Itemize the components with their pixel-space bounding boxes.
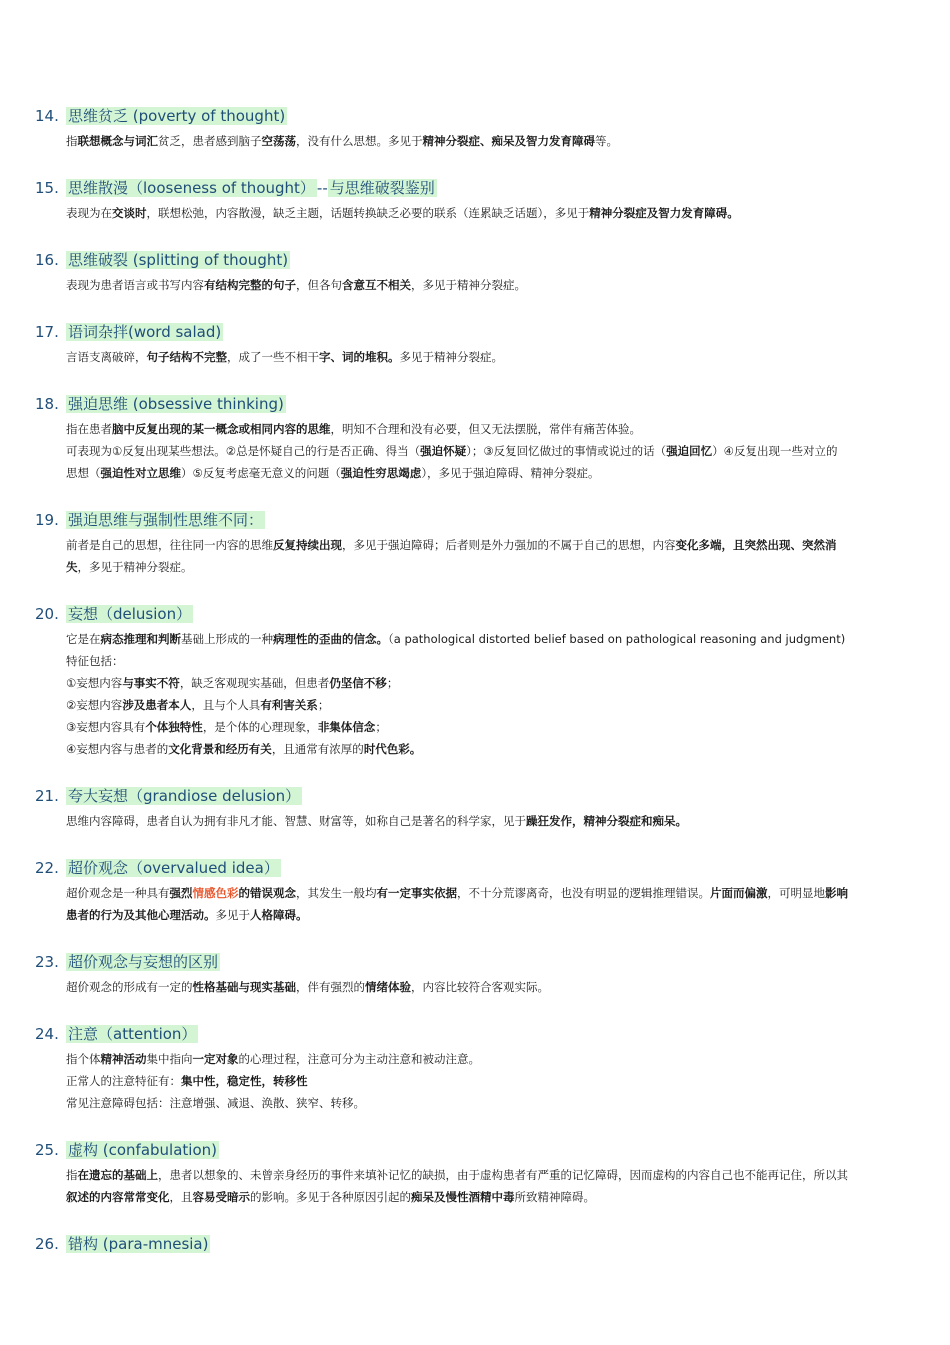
item-title-text: 思维破裂 (splitting of thought) <box>68 251 289 269</box>
item-number: 20. <box>35 605 59 623</box>
entry-24 <box>35 1020 940 1114</box>
item-body <box>66 628 940 760</box>
item-title-text: 注意（attention） <box>68 1025 197 1043</box>
bold-text: 强迫性对立思维 <box>100 466 181 480</box>
text-run: ； <box>317 698 330 712</box>
text-run: 思维内容障碍，患者自认为拥有非凡才能、智慧、财富等，如称自己是著名的科学家，见于 <box>66 814 526 828</box>
body-line <box>66 462 940 484</box>
item-heading <box>35 948 940 976</box>
text-run: ； <box>375 720 387 734</box>
item-number: 16. <box>35 251 59 269</box>
text-run: ③妄想内容具有 <box>66 720 146 734</box>
item-heading <box>35 782 940 810</box>
item-title <box>66 1136 219 1164</box>
text-run: 多见于 <box>215 908 250 922</box>
text-run: ，可明显地 <box>767 886 825 900</box>
item-title-text: 强迫思维与强制性思维不同： <box>68 511 264 529</box>
bold-text: 强迫怀疑 <box>420 444 467 458</box>
bold-text: 叙述的内容常常变化 <box>66 1190 170 1204</box>
item-body <box>66 976 940 998</box>
text-run: 可表现为①反复出现某些想法。②总是怀疑自己的行是否正确、得当（ <box>66 444 421 458</box>
text-run: 指个体 <box>66 1052 101 1066</box>
body-line <box>66 1070 940 1092</box>
body-line <box>66 810 940 832</box>
bold-text: 容易受暗示 <box>192 1190 250 1204</box>
text-run: ，且 <box>169 1190 193 1204</box>
text-run: 等。 <box>595 134 618 148</box>
body-line <box>66 738 940 760</box>
text-run: 所致精神障碍。 <box>514 1190 595 1204</box>
entry-16 <box>35 246 940 296</box>
text-run: 指 <box>66 1168 78 1182</box>
item-heading <box>35 506 940 534</box>
body-line <box>66 976 940 998</box>
item-heading <box>35 390 940 418</box>
bold-text: 病理性的歪曲的信念。 <box>273 632 388 646</box>
text-run: 思想（ <box>66 466 101 480</box>
text-run: ，其发生一般均 <box>296 886 377 900</box>
text-run: ，联想松弛，内容散漫，缺乏主题，话题转换缺乏必要的联系（连累缺乏话题），多见于 <box>146 206 590 220</box>
item-number: 22. <box>35 859 59 877</box>
bold-text: 个体独特性 <box>145 720 203 734</box>
text-run: 集中指向 <box>146 1052 193 1066</box>
bold-text: 非集体信念 <box>317 720 376 734</box>
item-title <box>66 318 223 346</box>
text-run: ，不十分荒谬离奇，也没有明显的逻辑推理错误。 <box>457 886 710 900</box>
item-number: 24. <box>35 1025 59 1043</box>
item-body <box>66 418 940 484</box>
item-number: 15. <box>35 179 59 197</box>
bold-text: 仍坚信不移 <box>329 676 387 690</box>
item-number: 26. <box>35 1235 59 1253</box>
bold-text: 精神分裂症及智力发育障碍。 <box>589 206 739 220</box>
body-line <box>66 904 940 926</box>
text-run: ）；③反复回忆做过的事情或说过的话（ <box>466 444 667 458</box>
text-run: 多见于精神分裂症。 <box>399 350 503 364</box>
item-body <box>66 202 940 224</box>
bold-text: 病态推理和判断 <box>100 632 181 646</box>
entry-25 <box>35 1136 940 1208</box>
text-run: ，但各句 <box>296 278 342 292</box>
bold-text: 变化多端，且突然出现、突然消 <box>675 538 837 552</box>
bold-text: 涉及患者本人 <box>122 698 192 712</box>
entry-21 <box>35 782 940 832</box>
bold-text: 集中性，稳定性，转移性 <box>181 1074 308 1088</box>
entry-20 <box>35 600 940 760</box>
item-heading <box>35 854 940 882</box>
text-run: 特征包括： <box>66 654 124 668</box>
bold-text: 反复持续出现 <box>273 538 342 552</box>
text-run: 它是在 <box>66 632 101 646</box>
item-heading <box>35 600 940 628</box>
text-run: ），多见于强迫障碍、精神分裂症。 <box>421 466 600 480</box>
text-run: 表现为患者语言或书写内容 <box>66 278 204 292</box>
bold-text: 失 <box>66 560 78 574</box>
body-line <box>66 534 940 556</box>
body-line <box>66 130 940 152</box>
body-line <box>66 672 940 694</box>
item-title-text: 错构 (para-mnesia) <box>68 1235 209 1253</box>
item-title-text: 强迫思维 (obsessive thinking) <box>68 395 284 413</box>
text-run: ，多见于强迫障碍；后者则是外力强加的不属于自己的思想，内容 <box>342 538 676 552</box>
text-run: ，内容比较符合客观实际。 <box>411 980 549 994</box>
text-run: ，且通常有浓厚的 <box>271 742 364 756</box>
item-title <box>66 246 290 274</box>
bold-text: 人格障碍。 <box>250 908 308 922</box>
entry-14 <box>35 102 940 152</box>
item-title-text: 妄想（delusion） <box>68 605 192 623</box>
body-line <box>66 694 940 716</box>
item-title <box>66 1020 198 1048</box>
entry-22 <box>35 854 940 926</box>
text-run: 前者是自己的思想，往往同一内容的思维 <box>66 538 273 552</box>
item-title-separator: -- <box>316 179 328 197</box>
item-heading <box>35 102 940 130</box>
text-run: ； <box>386 676 399 690</box>
text-run: 正常人的注意特征有： <box>66 1074 181 1088</box>
text-run: ）⑤反复考虑毫无意义的问题（ <box>181 466 341 480</box>
item-title-text: 思维贫乏 (poverty of thought) <box>68 107 286 125</box>
item-body <box>66 534 940 578</box>
body-line <box>66 556 940 578</box>
entry-26 <box>35 1230 940 1258</box>
text-run: 超价观念是一种具有 <box>66 886 170 900</box>
bold-text: 与事实不符 <box>122 676 180 690</box>
text-run: 言语支离破碎， <box>66 350 147 364</box>
body-line <box>66 274 940 296</box>
text-run: 贫乏，患者感到脑子 <box>158 134 262 148</box>
text-run: 超价观念的形成有一定的 <box>66 980 193 994</box>
item-title <box>66 600 193 628</box>
bold-text: 精神活动 <box>100 1052 147 1066</box>
text-run: 常见注意障碍包括：注意增强、减退、涣散、狭窄、转移。 <box>66 1096 365 1110</box>
bold-text: 情绪体验 <box>365 980 411 994</box>
bold-text: 脑中反复出现的某一概念或相同内容的思维 <box>112 422 331 436</box>
bold-text: 强烈 <box>169 886 193 900</box>
text-run: 的影响。多见于各种原因引起的 <box>250 1190 411 1204</box>
item-number: 23. <box>35 953 59 971</box>
bold-text: 文化背景和经历有关 <box>168 742 272 756</box>
text-run: ④妄想内容与患者的 <box>66 742 169 756</box>
text-run: 基础上形成的一种 <box>181 632 273 646</box>
text-run: 指 <box>66 134 78 148</box>
text-run: ，多见于精神分裂症。 <box>411 278 526 292</box>
item-title <box>66 948 220 976</box>
entry-18 <box>35 390 940 484</box>
text-run: ，成了一些不相干 <box>227 350 319 364</box>
bold-text: 性格基础与现实基础 <box>192 980 296 994</box>
item-number: 25. <box>35 1141 59 1159</box>
bold-text: 影响 <box>825 886 848 900</box>
item-number: 17. <box>35 323 59 341</box>
bold-text: 字、词的堆积。 <box>319 350 400 364</box>
item-body <box>66 1164 940 1208</box>
bold-text: 在遗忘的基础上 <box>77 1168 158 1182</box>
body-line <box>66 1048 940 1070</box>
bold-text: 时代色彩。 <box>363 742 422 756</box>
bold-text: 句子结构不完整 <box>146 350 227 364</box>
item-title-text: 思维散漫（looseness of thought） <box>68 179 315 197</box>
item-title-text: 超价观念与妄想的区别 <box>68 953 219 971</box>
text-run: ，明知不合理和没有必要，但又无法摆脱，常伴有痛苦体验。 <box>330 422 641 436</box>
bold-text: 联想概念与词汇 <box>77 134 158 148</box>
item-title <box>66 174 437 202</box>
item-title <box>66 102 287 130</box>
body-line <box>66 1092 940 1114</box>
item-title-text: 语词杂拌(word salad) <box>68 323 222 341</box>
bold-text: 含意互不相关 <box>342 278 411 292</box>
text-run: ②妄想内容 <box>66 698 123 712</box>
item-title-extra: 与思维破裂鉴别 <box>329 179 435 197</box>
entry-23 <box>35 948 940 998</box>
bold-text: 有利害关系 <box>260 698 318 712</box>
bold-text: 一定对象 <box>192 1052 239 1066</box>
item-title-text: 超价观念（overvalued idea） <box>68 859 279 877</box>
bold-text: 强迫性穷思竭虑 <box>340 466 422 480</box>
bold-text: 精神分裂症、痴呆及智力发育障碍 <box>422 134 595 148</box>
entry-15 <box>35 174 940 224</box>
body-line <box>66 440 940 462</box>
item-title <box>66 782 302 810</box>
item-heading <box>35 1136 940 1164</box>
body-line <box>66 418 940 440</box>
text-run: ，且与个人具 <box>191 698 261 712</box>
item-title-text: 虚构 (confabulation) <box>68 1141 217 1159</box>
entry-19 <box>35 506 940 578</box>
item-number: 14. <box>35 107 59 125</box>
bold-text: 强迫回忆 <box>666 444 713 458</box>
text-run: ，是个体的心理现象， <box>202 720 318 734</box>
bold-text: 有一定事实依据 <box>376 886 457 900</box>
item-title <box>66 506 265 534</box>
bold-text: 有结构完整的句子 <box>204 278 296 292</box>
bold-text: 的错误观念 <box>238 886 296 900</box>
item-heading <box>35 174 940 202</box>
item-number: 19. <box>35 511 59 529</box>
item-title-text: 夸大妄想（grandiose delusion） <box>68 787 301 805</box>
text-run: ，没有什么思想。多见于 <box>296 134 423 148</box>
text-run: （a pathological distorted belief based on pathological reasoning and judgment) <box>388 632 846 646</box>
entry-17 <box>35 318 940 368</box>
bold-text: 交谈时 <box>112 206 147 220</box>
text-run: 表现为在 <box>66 206 112 220</box>
item-heading <box>35 318 940 346</box>
text-run: ，伴有强烈的 <box>296 980 365 994</box>
item-title <box>66 854 281 882</box>
text-run: ①妄想内容 <box>66 676 123 690</box>
item-heading <box>35 1230 940 1258</box>
text-run: 指在患者 <box>66 422 112 436</box>
bold-text: 痴呆及慢性酒精中毒 <box>411 1190 515 1204</box>
bold-text: 片面而偏激 <box>710 886 768 900</box>
text-run: 的心理过程，注意可分为主动注意和被动注意。 <box>238 1052 480 1066</box>
body-line <box>66 882 940 904</box>
body-line <box>66 346 940 368</box>
text-run: ，多见于精神分裂症。 <box>77 560 193 574</box>
bold-text: 患者的行为及其他心理活动。 <box>66 908 216 922</box>
text-run: ，患者以想象的、未曾亲身经历的事件来填补记忆的缺损，由于虚构患者有严重的记忆障碍，因而虚构的内容自己也不能再记住，所以其 <box>158 1168 848 1182</box>
item-body <box>66 274 940 296</box>
text-run: ，缺乏客观现实基础，但患者 <box>179 676 330 690</box>
item-body <box>66 1048 940 1114</box>
item-title <box>66 1230 210 1258</box>
item-number: 21. <box>35 787 59 805</box>
body-line <box>66 202 940 224</box>
item-number: 18. <box>35 395 59 413</box>
item-heading <box>35 1020 940 1048</box>
body-line <box>66 1186 940 1208</box>
item-body <box>66 130 940 152</box>
body-line <box>66 628 940 650</box>
emphasis-red-text: 情感色彩 <box>192 886 239 900</box>
text-run: ）④反复出现一些对立的 <box>712 444 838 458</box>
body-line <box>66 716 940 738</box>
body-line <box>66 650 940 672</box>
item-body <box>66 810 940 832</box>
item-body <box>66 882 940 926</box>
item-body <box>66 346 940 368</box>
item-heading <box>35 246 940 274</box>
bold-text: 躁狂发作，精神分裂症和痴呆。 <box>526 814 687 828</box>
bold-text: 空荡荡 <box>261 134 296 148</box>
item-title <box>66 390 286 418</box>
body-line <box>66 1164 940 1186</box>
